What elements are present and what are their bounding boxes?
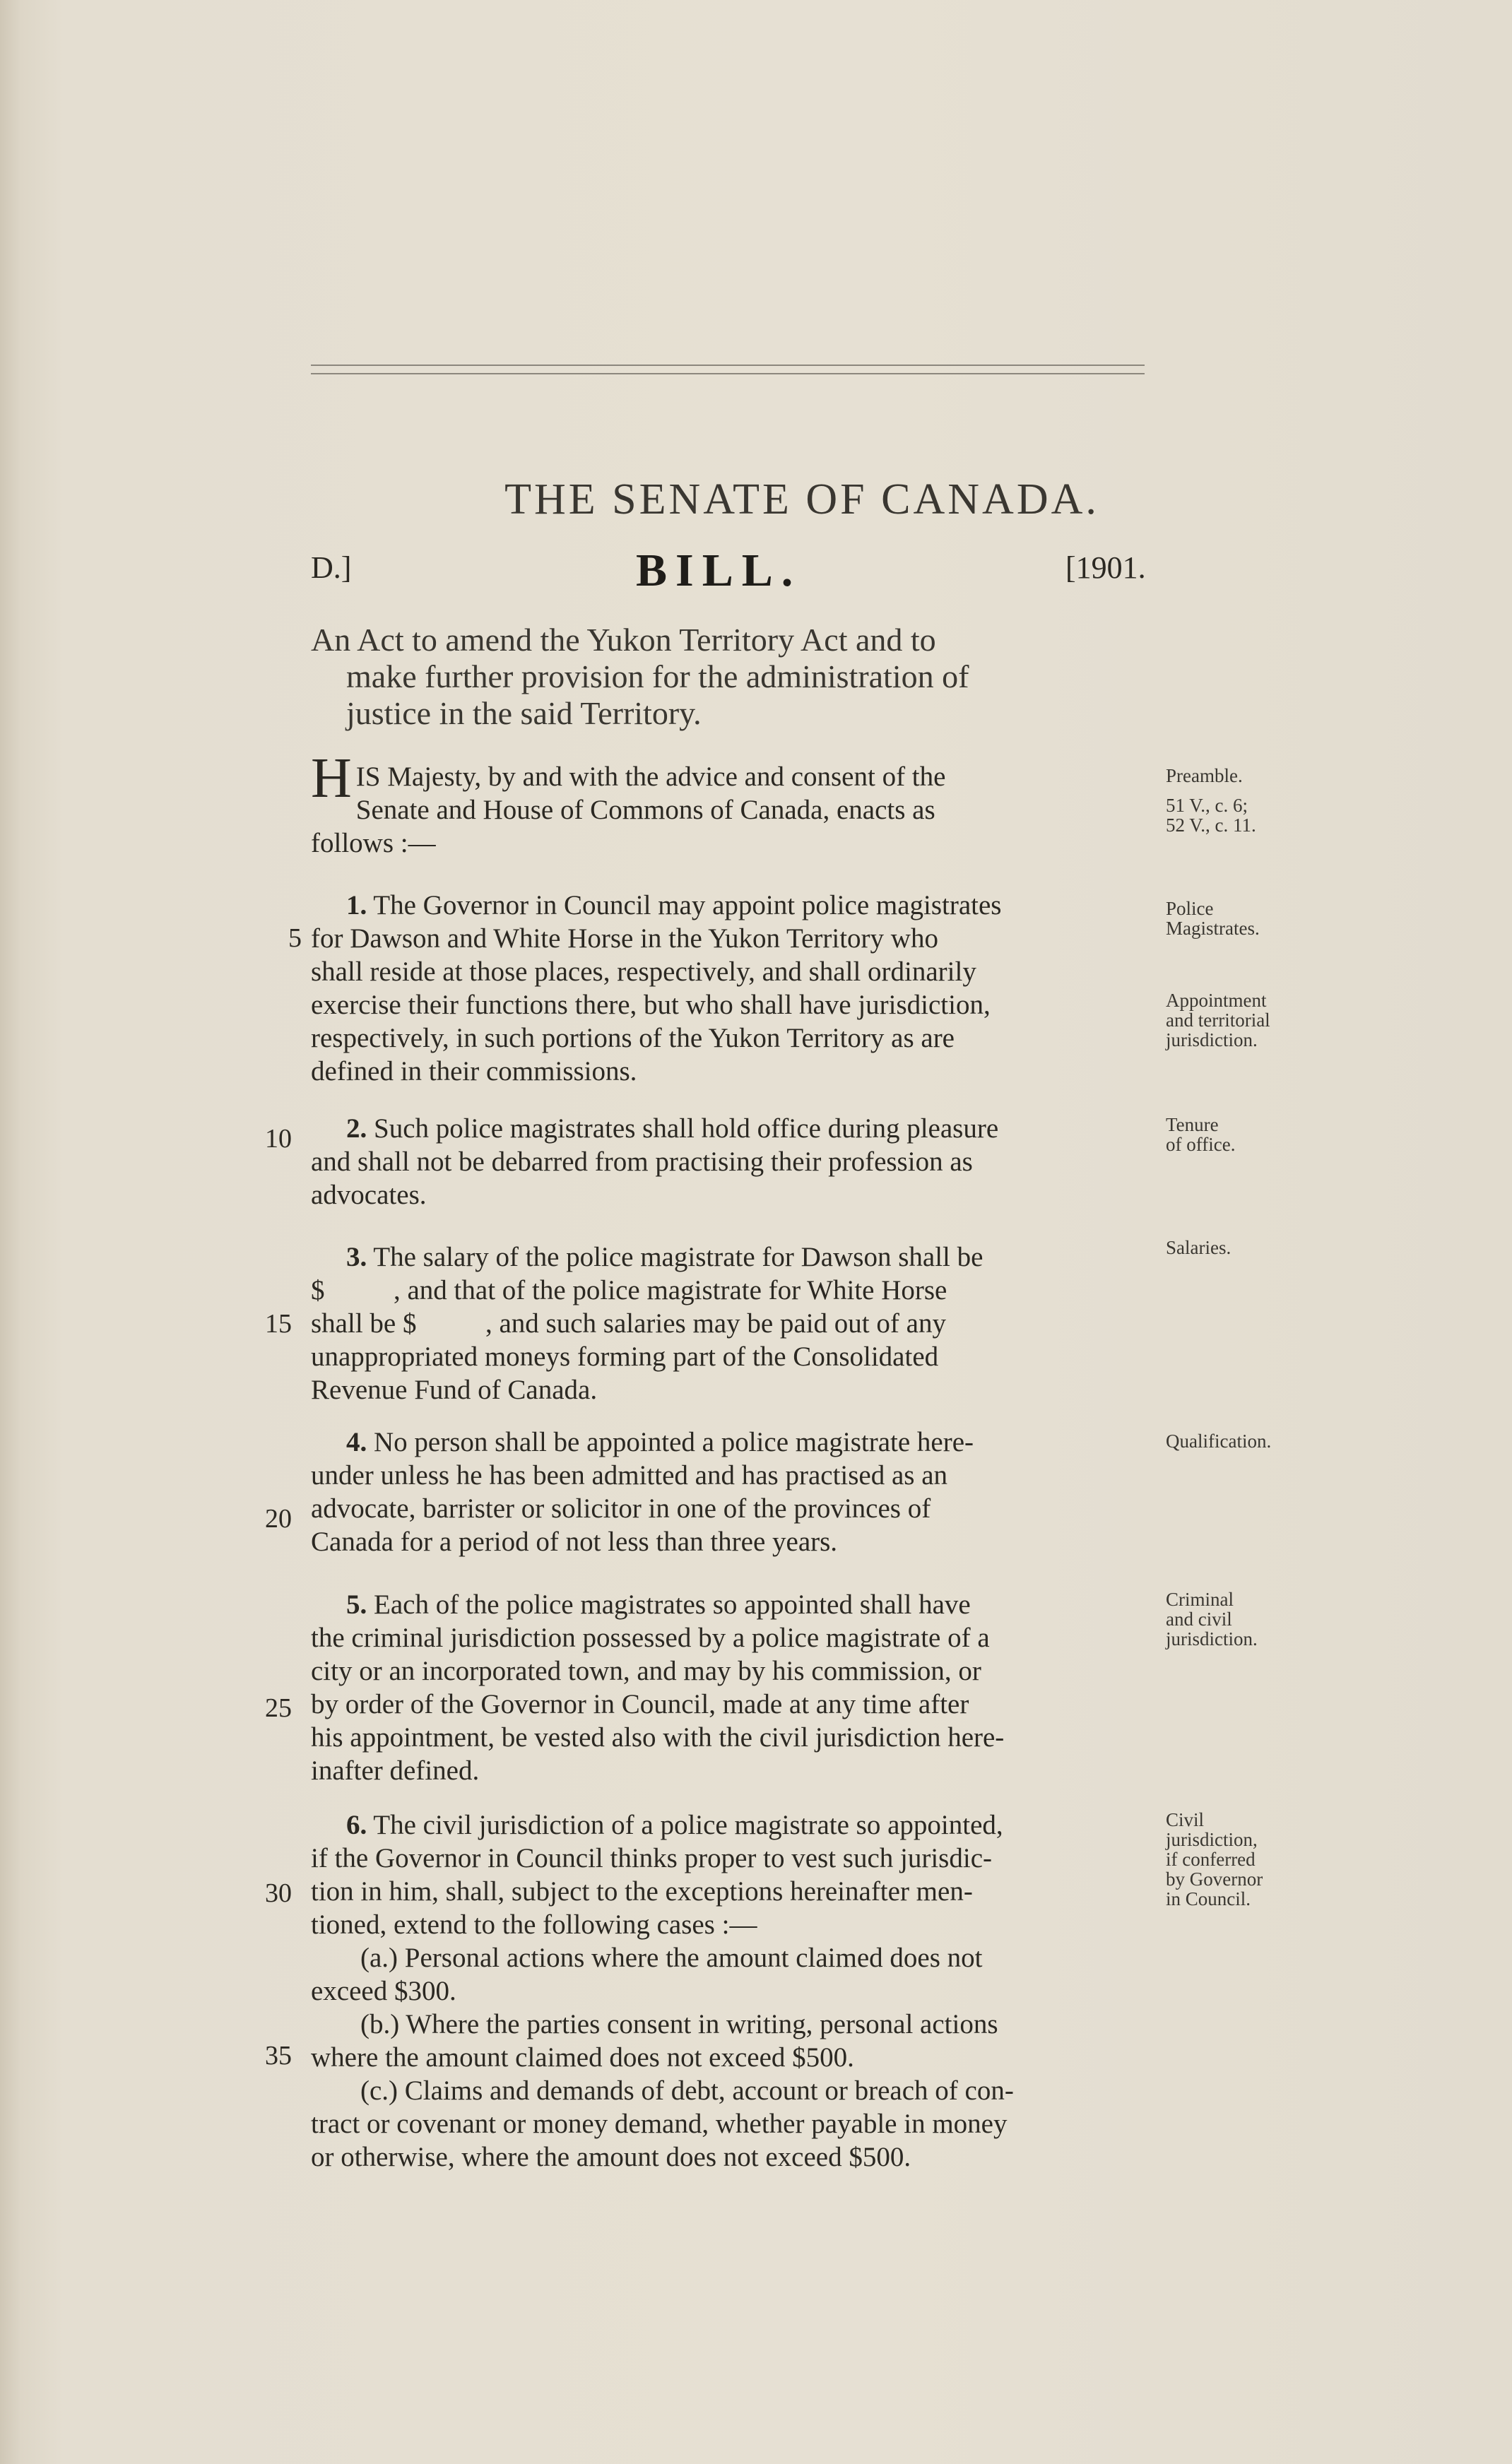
section-line: advocate, barrister or solicitor in one of the provinces of [311, 1493, 931, 1524]
section-line: tioned, extend to the following cases :— [311, 1909, 757, 1940]
section-line: exceed $300. [311, 1976, 456, 2006]
margin-note-line: Salaries. [1166, 1237, 1232, 1258]
section-line: (c.) Claims and demands of debt, account or breach of con- [360, 2075, 1014, 2106]
section-number: 2. [346, 1113, 367, 1144]
section-line: advocates. [311, 1180, 427, 1210]
section-number: 5. [346, 1589, 367, 1620]
section-line: Revenue Fund of Canada. [311, 1375, 598, 1405]
section-line: shall be $ , and such salaries may be paid out of any [311, 1308, 946, 1339]
section-5 [311, 1588, 1159, 1787]
margin-note-line: Civil [1166, 1809, 1205, 1830]
line-number: 35 [265, 2041, 292, 2071]
section-line: The civil jurisdiction of a police magistrate so appointed, [373, 1810, 1003, 1840]
section-1 [311, 889, 1159, 1088]
section-4 [311, 1426, 1159, 1558]
act-title-line: An Act to amend the Yukon Territory Act and to [311, 622, 936, 658]
margin-note-qualification [1166, 1431, 1321, 1451]
margin-note-line: and civil [1166, 1609, 1232, 1630]
section-line: if the Governor in Council thinks proper to vest such jurisdic- [311, 1843, 992, 1873]
margin-note-line: in Council. [1166, 1888, 1251, 1909]
bill-label: BILL. [636, 545, 802, 596]
section-line: The Governor in Council may appoint police magistrates [373, 890, 1002, 920]
section-line: by order of the Governor in Council, made at any time after [311, 1689, 969, 1719]
section-line: Canada for a period of not less than three years. [311, 1527, 838, 1557]
line-number: 25 [265, 1693, 292, 1723]
margin-note-line: jurisdiction. [1166, 1628, 1258, 1649]
margin-note-line: and territorial [1166, 1009, 1270, 1031]
preamble-line: follows :— [311, 828, 436, 858]
margin-note-preamble [1166, 766, 1321, 835]
section-line: tract or covenant or money demand, whether payable in money [311, 2109, 1008, 2139]
section-6 [311, 1808, 1159, 2174]
section-3 [311, 1240, 1159, 1406]
section-line: (b.) Where the parties consent in writing, personal actions [360, 2009, 998, 2039]
section-line: exercise their functions there, but who shall have jurisdiction, [311, 990, 991, 1020]
section-line: inafter defined. [311, 1755, 480, 1786]
margin-note-line: Criminal [1166, 1589, 1234, 1610]
margin-note-line: Preamble. [1166, 765, 1243, 786]
section-line: and shall not be debarred from practising their profession as [311, 1147, 973, 1177]
drop-cap: H [311, 747, 352, 810]
line-number: 30 [265, 1878, 292, 1908]
preamble [311, 747, 1159, 860]
section-line: Such police magistrates shall hold office during pleasure [374, 1113, 999, 1144]
section-line: under unless he has been admitted and has practised as an [311, 1460, 948, 1491]
margin-note-police [1166, 899, 1321, 938]
section-number: 3. [346, 1242, 367, 1272]
margin-note-line: Magistrates. [1166, 918, 1260, 939]
margin-note-civil [1166, 1810, 1321, 1909]
margin-note-line: jurisdiction. [1166, 1029, 1258, 1050]
section-number: 1. [346, 890, 367, 920]
margin-note-line: Tenure [1166, 1114, 1219, 1135]
section-line: city or an incorporated town, and may by his commission, or [311, 1656, 981, 1686]
section-2 [311, 1112, 1159, 1212]
section-line: shall reside at those places, respectively, and shall ordinarily [311, 956, 976, 987]
margin-note-line: of office. [1166, 1134, 1236, 1155]
section-line: Each of the police magistrates so appointed shall have [374, 1589, 971, 1620]
section-line: the criminal jurisdiction possessed by a police magistrate of a [311, 1623, 990, 1653]
top-rule-2 [311, 373, 1145, 374]
margin-note-line: if conferred [1166, 1849, 1256, 1870]
margin-note-tenure [1166, 1115, 1321, 1154]
section-line: or otherwise, where the amount does not exceed $500. [311, 2142, 911, 2172]
act-title-line: justice in the said Territory. [346, 695, 702, 731]
margin-note-line: jurisdiction, [1166, 1829, 1258, 1850]
bill-prefix: D.] [311, 550, 352, 585]
margin-note-line: 51 V., c. 6; [1166, 795, 1248, 816]
preamble-line: Senate and House of Commons of Canada, enacts as [355, 795, 935, 825]
act-title [311, 622, 1159, 732]
preamble-line: IS Majesty, by and with the advice and consent of the [355, 762, 946, 792]
section-line: his appointment, be vested also with the civil jurisdiction here- [311, 1722, 1005, 1753]
section-line: where the amount claimed does not exceed $500. [311, 2042, 854, 2073]
bill-year: [1901. [1065, 550, 1146, 585]
section-line: $ , and that of the police magistrate for White Horse [311, 1275, 947, 1305]
margin-note-salaries [1166, 1238, 1321, 1257]
section-line: tion in him, shall, subject to the exceptions hereinafter men- [311, 1876, 973, 1907]
section-line: unappropriated moneys forming part of the Consolidated [311, 1341, 939, 1372]
section-line: The salary of the police magistrate for Dawson shall be [373, 1242, 984, 1272]
section-number: 4. [346, 1427, 367, 1457]
margin-note-criminal [1166, 1589, 1321, 1649]
line-number: 15 [265, 1309, 292, 1339]
margin-note-line: 52 V., c. 11. [1166, 815, 1256, 836]
section-line: defined in their commissions. [311, 1056, 637, 1086]
document-title: THE SENATE OF CANADA. [504, 475, 1099, 523]
margin-note-line: Appointment [1166, 990, 1267, 1011]
margin-note-line: Police [1166, 898, 1214, 919]
section-line: No person shall be appointed a police magistrate here- [374, 1427, 974, 1457]
line-number: 10 [265, 1124, 292, 1154]
section-number: 6. [346, 1810, 367, 1840]
margin-note-line: Qualification. [1166, 1431, 1272, 1452]
line-number: 20 [265, 1504, 292, 1534]
line-number: 5 [288, 923, 302, 953]
section-line: for Dawson and White Horse in the Yukon Territory who [311, 923, 938, 954]
section-line: respectively, in such portions of the Yukon Territory as are [311, 1023, 955, 1053]
act-title-line: make further provision for the administration of [346, 658, 969, 694]
margin-note-appointment [1166, 990, 1321, 1050]
margin-note-line: by Governor [1166, 1868, 1263, 1890]
section-line: (a.) Personal actions where the amount claimed does not [360, 1943, 983, 1973]
top-rule [311, 365, 1145, 366]
